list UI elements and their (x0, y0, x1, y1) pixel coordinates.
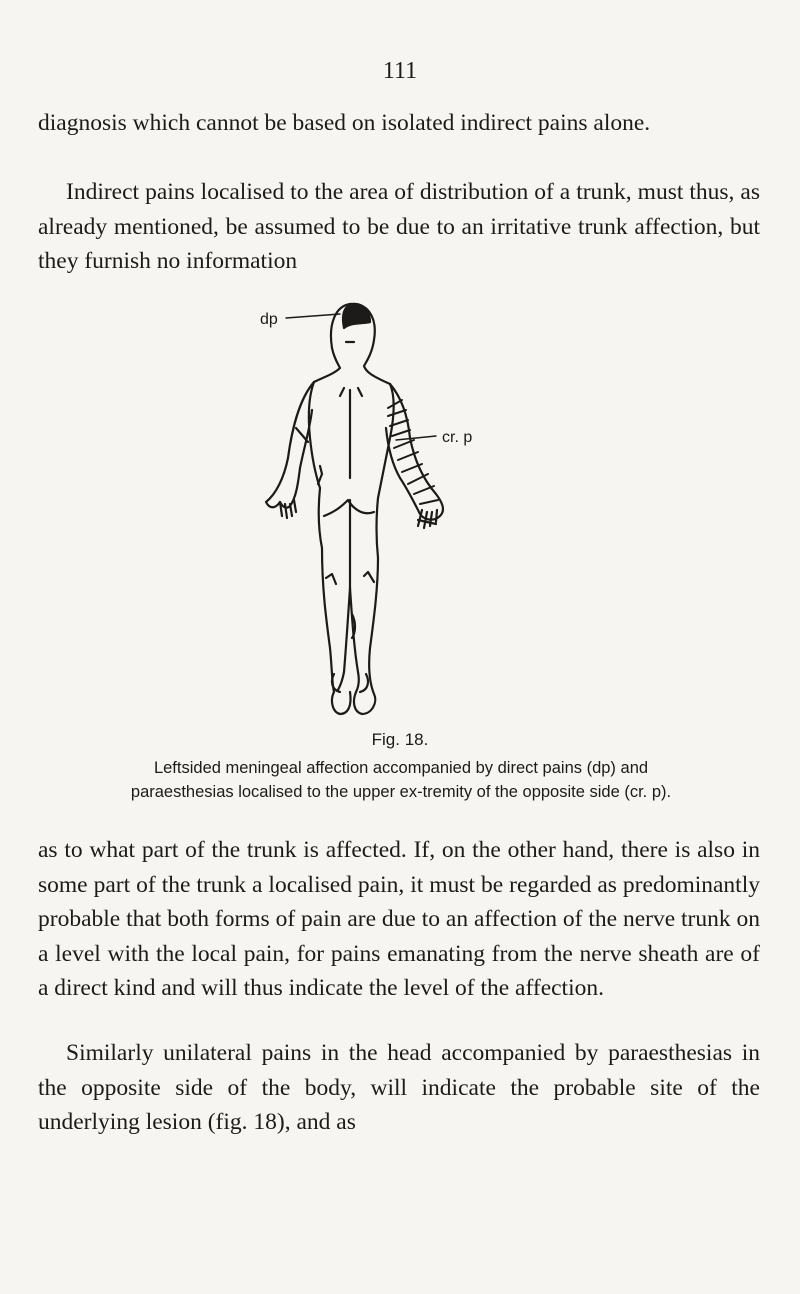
figure-caption: Leftsided meningeal affection accompanied by direct pains (dp) and paraesthesias localised to the upper ex-tremity of the opposite side (cr. p). (130, 759, 672, 801)
paragraph-3: as to what part of the trunk is affected. If, on the other hand, there is also in some part of the trunk a localised pain, it must be regarded as predominantly probable that both forms of pain are due to an affection of the nerve trunk on a level with the local pain, for pains emanating from the nerve sheath are of a direct kind and will thus indicate the level of the affection. (38, 837, 760, 1001)
body-diagram-figure (240, 288, 520, 728)
paragraph-2: Indirect pains localised to the area of distribution of a trunk, must thus, as already mentioned, be assumed to be due to an irritative trunk affection, but they furnish no information (38, 179, 760, 274)
head-left-side (314, 348, 340, 382)
page-number: 111 (382, 58, 418, 84)
label-dp: dp (260, 311, 278, 328)
dp-pointer-line (286, 314, 340, 318)
torso-right (377, 384, 394, 558)
crp-pointer-line (396, 436, 436, 440)
paragraph-1: diagnosis which cannot be based on isolated indirect pains alone. (38, 110, 651, 136)
paragraph-4: Similarly unilateral pains in the head accompanied by paraesthesias in the opposite side of the body, will indicate the probable site of the underlying lesion (fig. 18), and as (38, 1040, 760, 1135)
left-arm (266, 382, 314, 508)
label-crp: cr. p (442, 429, 473, 446)
figure-title: Fig. 18. (371, 730, 429, 749)
body-outline-diagram (240, 288, 520, 728)
